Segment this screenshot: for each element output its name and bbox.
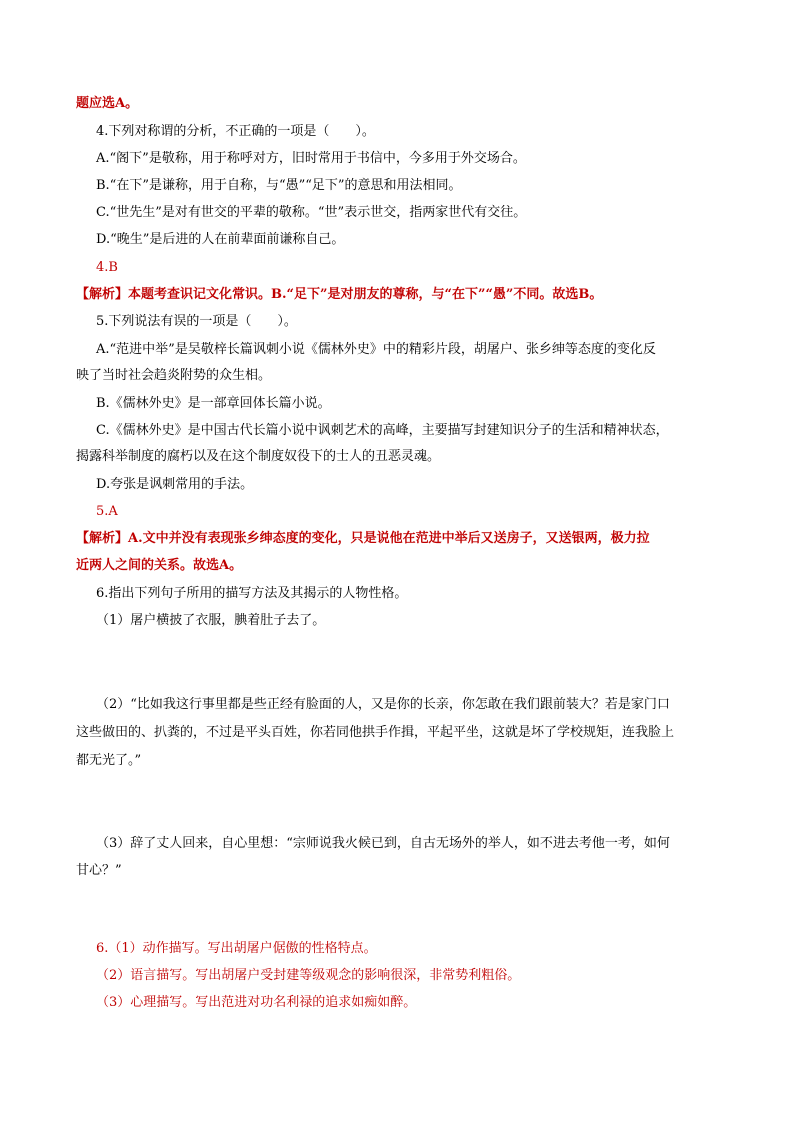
question-6-sentence-1: （1）屠户横披了衣服，腆着肚子去了。 bbox=[96, 613, 326, 628]
question-5-option-c-line2: 揭露科举制度的腐朽以及在这个制度奴役下的士人的丑恶灵魂。 bbox=[76, 449, 441, 464]
question-6-sentence-2-line2: 这些做田的、扒粪的，不过是平头百姓，你若同他拱手作揖，平起平坐，这就是坏了学校规矩，连我脸上 bbox=[76, 725, 675, 740]
question-5-answer: 5.A bbox=[96, 504, 118, 519]
analysis-text: 本题考查识记文化常识。B.“足下”是对朋友的尊称，与“在下”“愚”不同。故选B。 bbox=[128, 287, 603, 302]
prev-answer-end: 题应选A。 bbox=[76, 96, 139, 111]
question-4-stem: 4.下列对称谓的分析，不正确的一项是（ ）。 bbox=[96, 124, 375, 139]
question-4-answer: 4.B bbox=[96, 260, 118, 275]
question-6-answer-2: （2）语言描写。写出胡屠户受封建等级观念的影响很深，非常势利粗俗。 bbox=[96, 968, 521, 983]
question-5-option-c-line1: C.《儒林外史》是中国古代长篇小说中讽刺艺术的高峰，主要描写封建知识分子的生活和精神状态， bbox=[96, 423, 669, 438]
question-6-sentence-2-line3: 都无光了。” bbox=[76, 753, 142, 768]
analysis-tag: 【解析】 bbox=[76, 531, 129, 546]
question-5-option-a-line1: A.“范进中举”是吴敬梓长篇讽刺小说《儒林外史》中的精彩片段，胡屠户、张乡绅等态度的变化反 bbox=[96, 342, 656, 357]
question-4-option-d: D.“晚生”是后进的人在前辈面前谦称自己。 bbox=[96, 232, 345, 247]
question-5-stem: 5.下列说法有误的一项是（ ）。 bbox=[96, 314, 297, 329]
analysis-text: A.文中并没有表现张乡绅态度的变化，只是说他在范进中举后又送房子，又送银两，极力拉 bbox=[128, 531, 650, 546]
question-5-option-b: B.《儒林外史》是一部章回体长篇小说。 bbox=[96, 396, 331, 411]
question-4-analysis bbox=[76, 285, 602, 305]
question-4-option-a: A.“阁下”是敬称，用于称呼对方，旧时常用于书信中，今多用于外交场合。 bbox=[96, 151, 526, 166]
question-6-sentence-3-line1: （3）辞了丈人回来，自心里想：“宗师说我火候已到，自古无场外的举人，如不进去考他一考，如何 bbox=[96, 836, 670, 851]
question-6-answer-1: 6.（1）动作描写。写出胡屠户倨傲的性格特点。 bbox=[96, 941, 377, 956]
question-6-sentence-3-line2: 甘心？” bbox=[76, 863, 122, 878]
question-4-option-c: C.“世先生”是对有世交的平辈的敬称。“世”表示世交，指两家世代有交往。 bbox=[96, 205, 527, 220]
question-4-option-b: B.“在下”是谦称，用于自称，与“愚”“足下”的意思和用法相同。 bbox=[96, 178, 462, 193]
question-5-option-a-line2: 映了当时社会趋炎附势的众生相。 bbox=[76, 368, 272, 383]
question-5-option-d: D.夸张是讽刺常用的手法。 bbox=[96, 477, 254, 492]
question-5-analysis-line2: 近两人之间的关系。故选A。 bbox=[76, 558, 243, 573]
question-6-stem: 6.指出下列句子所用的描写方法及其揭示的人物性格。 bbox=[96, 586, 408, 601]
question-5-analysis-line1 bbox=[76, 529, 650, 549]
question-6-answer-3: （3）心理描写。写出范进对功名利禄的追求如痴如醉。 bbox=[96, 995, 417, 1010]
question-6-sentence-2-line1: （2）“比如我这行事里都是些正经有脸面的人，又是你的长亲，你怎敢在我们跟前装大？若是家门口 bbox=[96, 697, 670, 712]
analysis-tag: 【解析】 bbox=[76, 287, 129, 302]
